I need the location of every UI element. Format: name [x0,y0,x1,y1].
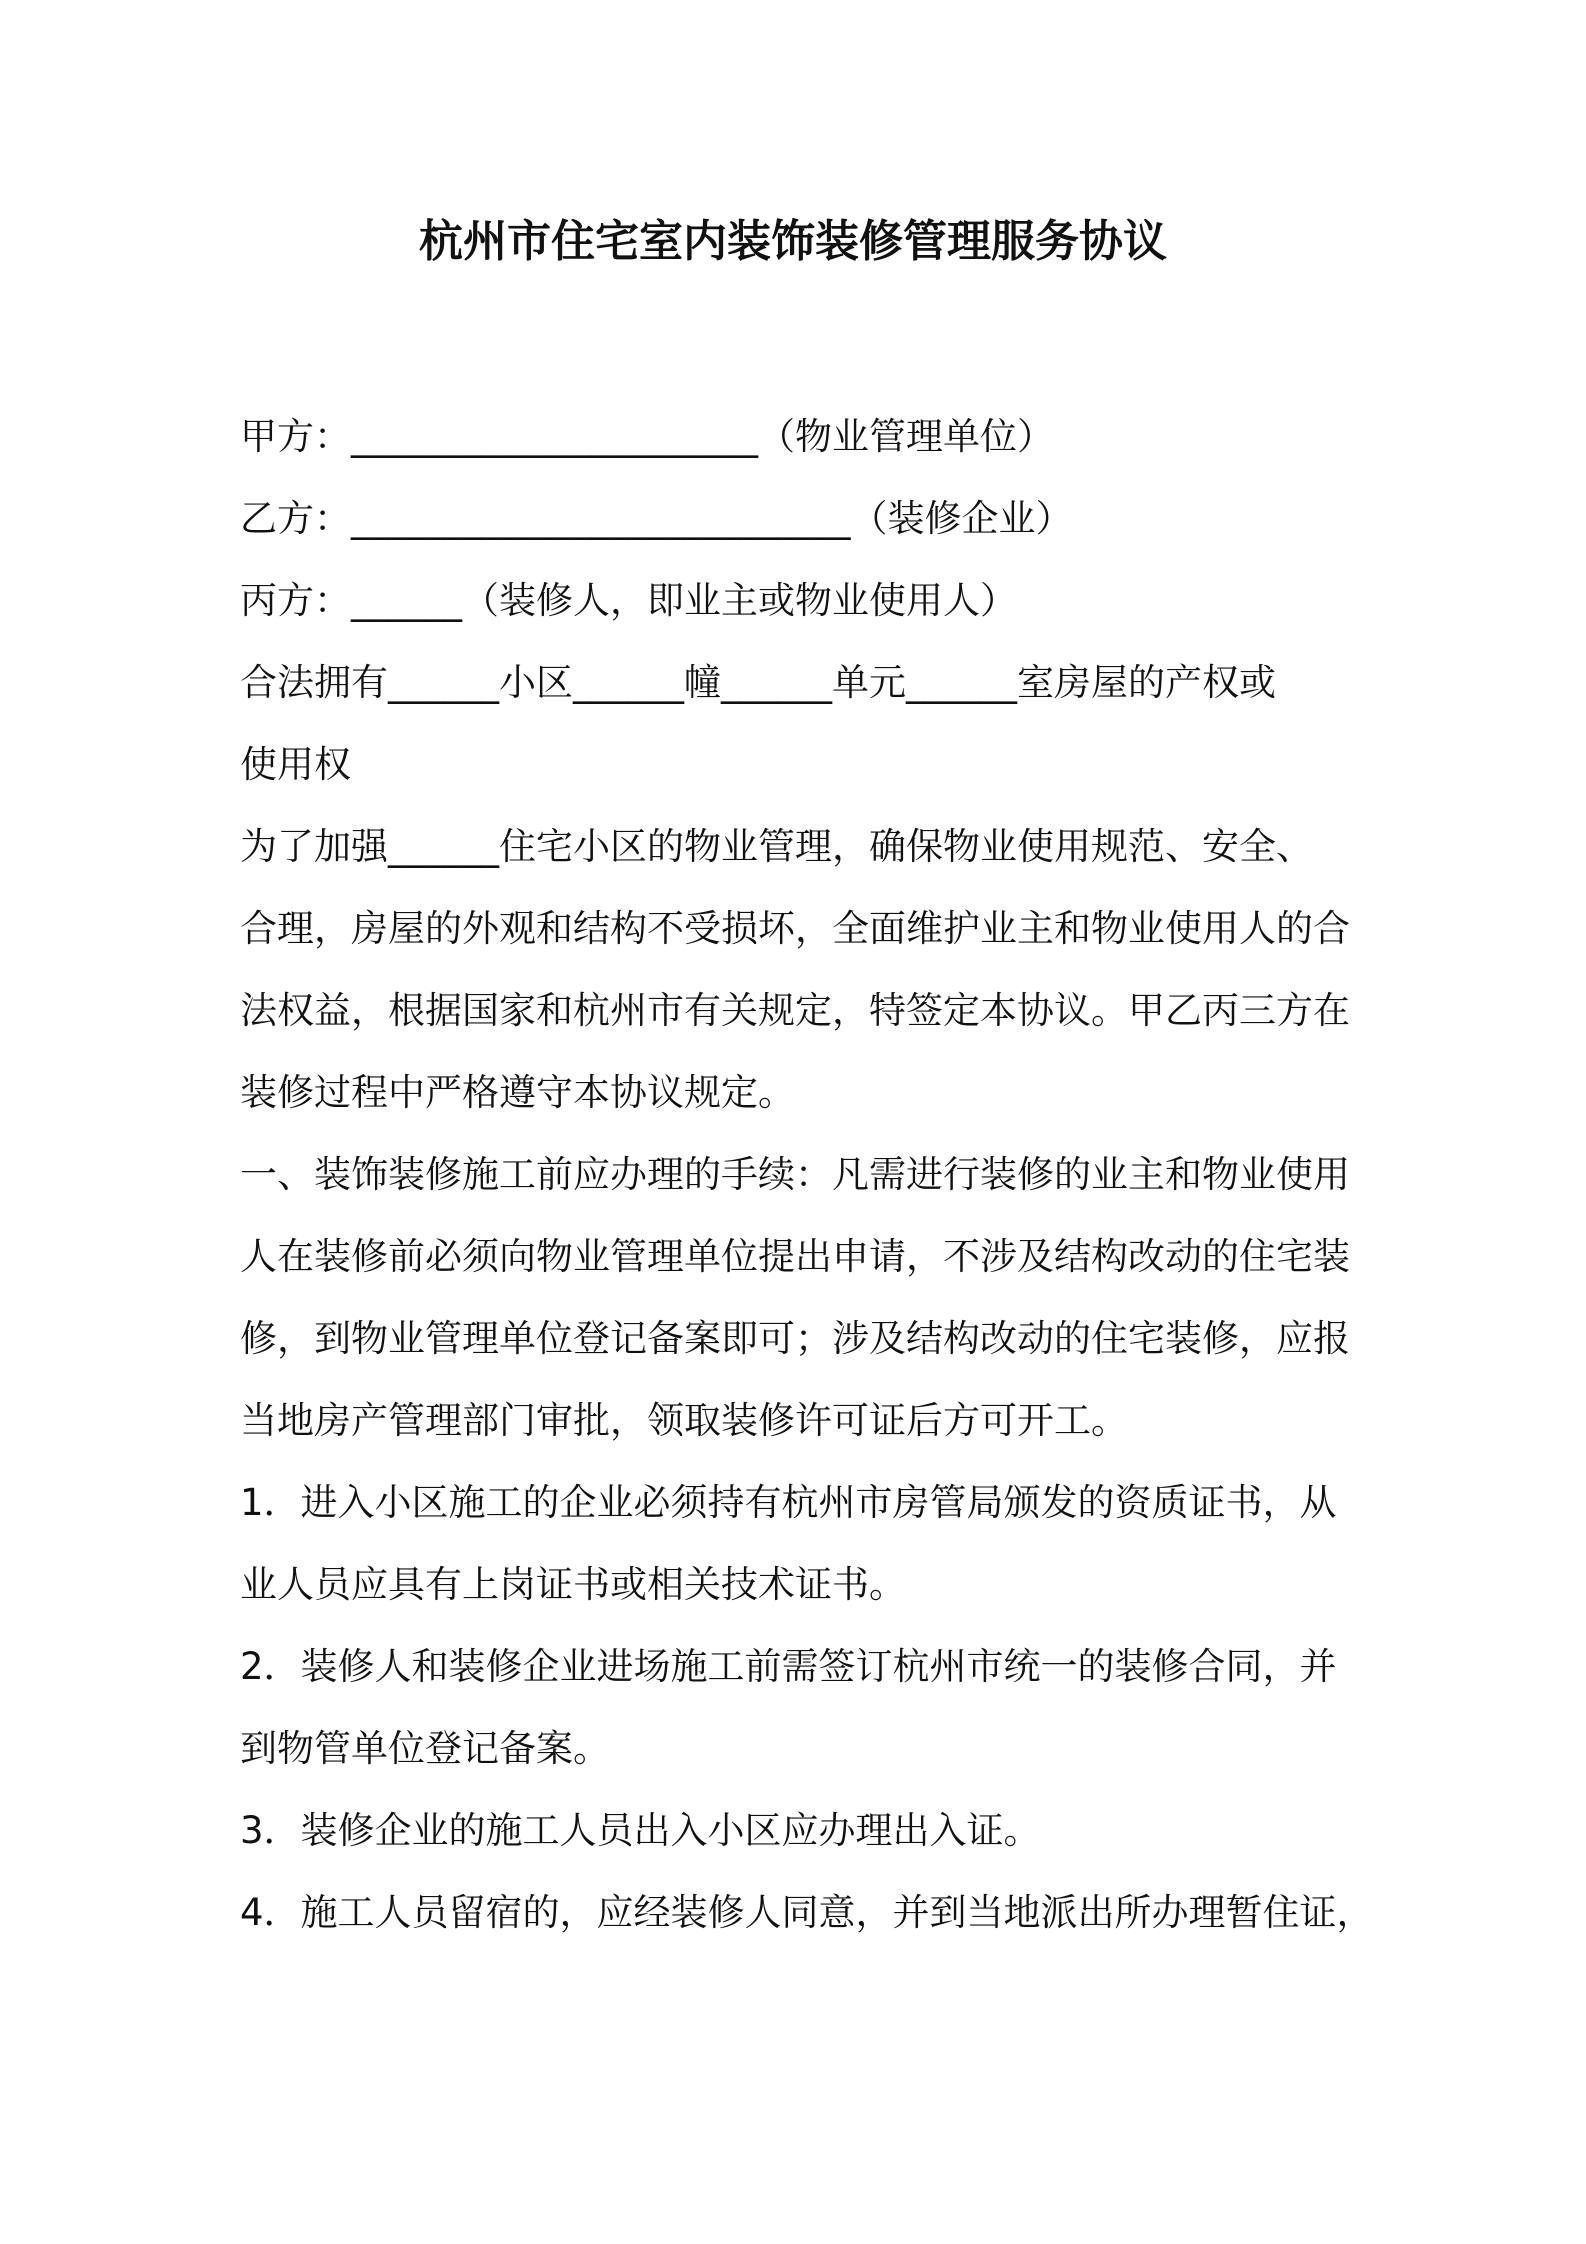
text-line: 当地房产管理部门审批，领取装修许可证后方可开工。 [240,1399,1128,1442]
text-line: 3．装修企业的施工人员出入小区应办理出入证。 [240,1809,1041,1852]
item-1-paragraph [240,1462,1360,1626]
party-b-label: 乙方： [240,497,351,540]
party-c-line [240,560,1360,642]
party-b-role: （装修企业） [850,497,1073,540]
purpose-paragraph [240,806,1360,1134]
text-line: 业人员应具有上岗证书或相关技术证书。 [240,1563,906,1606]
text-line: 合法拥有______小区______幢______单元______室房屋的产权或 [240,661,1276,704]
text-line: 使用权 [240,743,351,786]
text-line: 修，到物业管理单位登记备案即可；涉及结构改动的住宅装修，应报 [240,1317,1350,1360]
party-b-blank: ___________________________ [351,497,851,540]
party-a-label: 甲方： [240,415,351,458]
text-line: 合理，房屋的外观和结构不受损坏，全面维护业主和物业使用人的合 [240,907,1350,950]
text-line: 到物管单位登记备案。 [240,1727,610,1770]
text-line: 人在装修前必须向物业管理单位提出申请，不涉及结构改动的住宅装 [240,1235,1350,1278]
item-4-paragraph [240,1872,1374,1954]
text-line: 为了加强______住宅小区的物业管理，确保物业使用规范、安全、 [240,825,1313,868]
item-3-paragraph [240,1790,1360,1872]
party-b-line [240,478,1360,560]
party-a-blank: ______________________ [351,415,758,458]
party-c-role: （装修人，即业主或物业使用人） [462,579,1017,622]
ownership-paragraph [240,642,1360,806]
party-a-role: （物业管理单位） [758,415,1054,458]
text-line: 法权益，根据国家和杭州市有关规定，特签定本协议。甲乙丙三方在 [240,989,1350,1032]
text-line: 1．进入小区施工的企业必须持有杭州市房管局颁发的资质证书，从 [240,1481,1337,1524]
text-line: 2．装修人和装修企业进场施工前需签订杭州市统一的装修合同，并 [240,1645,1337,1688]
document-title: 杭州市住宅室内装饰装修管理服务协议 [419,216,1167,267]
text-line: 4．施工人员留宿的，应经装修人同意，并到当地派出所办理暂住证， [240,1891,1374,1934]
text-line: 一、装饰装修施工前应办理的手续：凡需进行装修的业主和物业使用 [240,1153,1350,1196]
party-a-line [240,396,1360,478]
item-2-paragraph [240,1626,1360,1790]
text-line: 装修过程中严格遵守本协议规定。 [240,1071,795,1114]
party-c-blank: ______ [351,579,462,622]
party-list [240,396,1360,642]
party-c-label: 丙方： [240,579,351,622]
section-one-paragraph [240,1134,1360,1462]
